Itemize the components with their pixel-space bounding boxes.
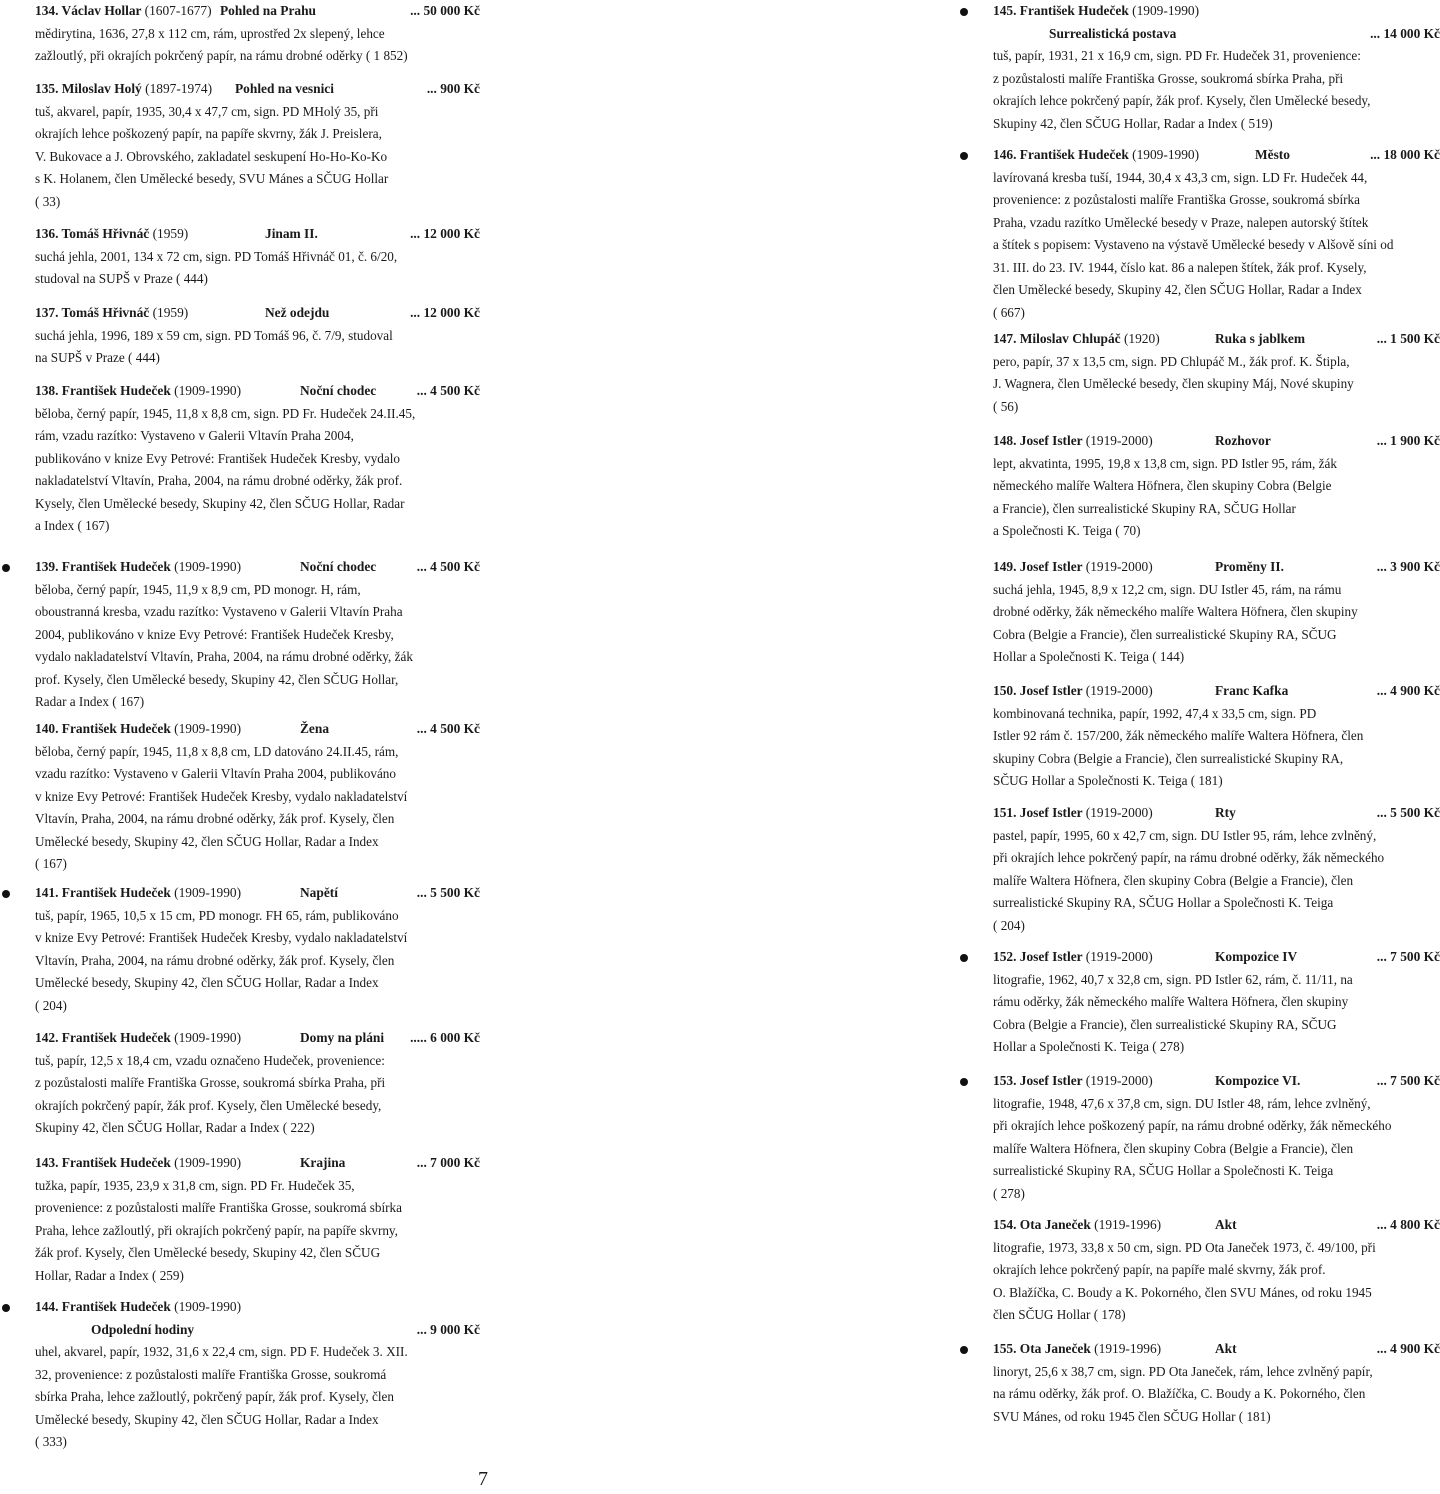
- artist-name: František Hudeček: [1019, 3, 1133, 18]
- description-line: prof. Kysely, člen Umělecké besedy, Skupiny 42, člen SČUG Hollar,: [35, 671, 399, 687]
- lot-number: 154.: [993, 1217, 1020, 1232]
- description-line: pero, papír, 37 x 13,5 cm, sign. PD Chlupáč M., žák prof. K. Štipla,: [993, 353, 1350, 369]
- entry-heading: [993, 946, 1440, 969]
- artist-name: František Hudeček: [61, 559, 175, 574]
- lot-price: ... 7 500 Kč: [1376, 949, 1440, 964]
- lot-price: ... 3 900 Kč: [1376, 559, 1440, 574]
- artist-years: (1919-2000): [1085, 805, 1153, 820]
- description-line: a Index ( 167): [35, 518, 110, 533]
- lot-number: 143.: [35, 1155, 62, 1170]
- artist-years: (1909-1990): [174, 1299, 242, 1314]
- description-line: z pozůstalosti malíře Františka Grosse, soukromá sbírka Praha, při: [35, 1075, 386, 1090]
- lot-number: 149.: [993, 559, 1020, 574]
- entry-heading: [993, 1070, 1440, 1093]
- description-line: Praha, vzadu razítko Umělecké besedy v Praze, nalepen autorský štítek: [993, 214, 1369, 230]
- entry-heading: [993, 1214, 1440, 1237]
- entry-heading: [35, 1027, 480, 1050]
- catalog-entry: [35, 78, 480, 213]
- entry-heading: [993, 144, 1440, 167]
- entry-heading: [35, 718, 480, 741]
- artist-name: František Hudeček: [1019, 147, 1133, 162]
- artwork-title: Proměny II.: [1215, 559, 1284, 574]
- description-line: pastel, papír, 1995, 60 x 42,7 cm, sign. DU Istler 95, rám, lehce zvlněný,: [993, 827, 1377, 843]
- entry-heading: [35, 78, 480, 101]
- lot-number: 134.: [35, 3, 62, 18]
- artist-years: (1909-1990): [174, 721, 242, 736]
- description-line: provenience: z pozůstalosti malíře Františka Grosse, soukromá sbírka: [993, 192, 1360, 207]
- artwork-title: Jinam II.: [265, 226, 318, 241]
- catalog-entry: [993, 1338, 1440, 1428]
- description-line: okrajích lehce poškozený papír, na papíře skvrny, žák J. Preislera,: [35, 126, 382, 141]
- artist-years: (1920): [1123, 331, 1160, 346]
- description-line: studoval na SUPŠ v Praze ( 444): [35, 271, 208, 286]
- description-line: suchá jehla, 1945, 8,9 x 12,2 cm, sign. DU Istler 45, rám, na rámu: [993, 581, 1342, 597]
- catalog-entry: [993, 0, 1440, 135]
- lot-number: 147.: [993, 331, 1020, 346]
- catalog-entry: [35, 882, 480, 1017]
- artwork-title: Surrealistická postava: [1049, 25, 1177, 41]
- lot-bullet-icon: [960, 152, 968, 160]
- description-line: okrajích lehce pokrčený papír, na papíře malé skvrny, žák prof.: [993, 1262, 1326, 1277]
- description-line: ( 204): [993, 917, 1025, 933]
- description-line: rám, vzadu razítko: Vystaveno v Galerii Vltavín Praha 2004,: [35, 428, 354, 443]
- description-line: linoryt, 25,6 x 38,7 cm, sign. PD Ota Janeček, rám, lehce zvlněný papír,: [993, 1363, 1373, 1379]
- description-line: Cobra (Belgie a Francie), člen surrealistické Skupiny RA, SČUG: [993, 626, 1337, 642]
- lot-number: 144.: [35, 1299, 62, 1314]
- lot-number: 152.: [993, 949, 1020, 964]
- description-line: mědirytina, 1636, 27,8 x 112 cm, rám, uprostřed 2x slepený, lehce: [35, 25, 385, 41]
- artist-name: František Hudeček: [61, 1030, 175, 1045]
- artist-name: František Hudeček: [61, 1155, 175, 1170]
- description-line: malíře Waltera Höfnera, člen skupiny Cobra (Belgie a Francie), člen: [993, 872, 1354, 888]
- description-line: nakladatelství Vltavín, Praha, 2004, na rámu drobné oděrky, žák prof.: [35, 473, 403, 488]
- description-line: ( 56): [993, 398, 1019, 414]
- artist-name: Josef Istler: [1019, 949, 1086, 964]
- artist-years: (1909-1990): [1132, 3, 1200, 18]
- description-line: vydalo nakladatelství Vltavín, Praha, 2004, na rámu drobné oděrky, žák: [35, 649, 413, 664]
- description-line: při okrajích lehce pokrčený papír, na rámu drobné oděrky, žák německého: [993, 850, 1385, 865]
- description-line: tuš, akvarel, papír, 1935, 30,4 x 47,7 cm, sign. PD MHolý 35, při: [35, 103, 379, 119]
- description-line: na SUPŠ v Praze ( 444): [35, 350, 160, 365]
- artist-name: Josef Istler: [1019, 683, 1086, 698]
- description-line: okrajích pokrčený papír, žák prof. Kysely, člen Umělecké besedy,: [35, 1097, 382, 1113]
- description-line: Umělecké besedy, Skupiny 42, člen SČUG Hollar, Radar a Index: [35, 975, 379, 990]
- artist-years: (1909-1990): [174, 885, 242, 900]
- entry-heading: [35, 556, 480, 579]
- catalog-entry: [993, 144, 1440, 324]
- catalog-entry: [35, 1296, 480, 1454]
- catalog-entry: [993, 946, 1440, 1059]
- catalog-entry: [35, 223, 480, 291]
- lot-price: ... 18 000 Kč: [1370, 147, 1440, 162]
- description-line: litografie, 1973, 33,8 x 50 cm, sign. PD Ota Janeček 1973, č. 49/100, při: [993, 1239, 1376, 1255]
- description-line: na rámu oděrky, žák prof. O. Blažíčka, C. Boudy a K. Pokorného, člen: [993, 1386, 1366, 1401]
- entry-heading: [35, 302, 480, 325]
- description-line: litografie, 1962, 40,7 x 32,8 cm, sign. PD Istler 62, rám, č. 11/11, na: [993, 971, 1353, 987]
- lot-price: ... 4 500 Kč: [416, 721, 480, 736]
- description-line: suchá jehla, 2001, 134 x 72 cm, sign. PD Tomáš Hřivnáč 01, č. 6/20,: [35, 248, 398, 264]
- description-line: zažloutlý, při okrajích pokrčený papír, na rámu drobné oděrky ( 1 852): [35, 48, 408, 63]
- lot-number: 139.: [35, 559, 62, 574]
- artwork-title: Noční chodec: [300, 383, 377, 398]
- description-line: V. Bukovace a J. Obrovského, zakladatel seskupení Ho-Ho-Ko-Ko: [35, 148, 388, 164]
- artwork-title: Než odejdu: [265, 305, 330, 320]
- artist-years: (1919-2000): [1085, 949, 1153, 964]
- lot-price: ... 5 500 Kč: [1376, 805, 1440, 820]
- artwork-title: Krajina: [300, 1155, 346, 1170]
- description-line: s K. Holanem, člen Umělecké besedy, SVU Mánes a SČUG Hollar: [35, 171, 389, 186]
- description-line: Vltavín, Praha, 2004, na rámu drobné oděrky, žák prof. Kysely, člen: [35, 952, 395, 968]
- artist-name: Josef Istler: [1019, 1073, 1086, 1088]
- description-line: ( 333): [35, 1434, 67, 1449]
- description-line: vzadu razítko: Vystaveno v Galerii Vltavín Praha 2004, publikováno: [35, 766, 396, 781]
- artist-name: Tomáš Hřivnáč: [61, 305, 153, 320]
- artwork-title: Noční chodec: [300, 559, 377, 574]
- catalog-entry: [35, 1152, 480, 1287]
- lot-number: 141.: [35, 885, 62, 900]
- artwork-title: Napětí: [300, 885, 338, 900]
- catalog-entry: [35, 302, 480, 370]
- artist-years: (1919-1996): [1094, 1341, 1162, 1356]
- lot-bullet-icon: [960, 8, 968, 16]
- entry-heading: [993, 328, 1440, 351]
- description-line: ( 667): [993, 304, 1025, 320]
- description-line: SČUG Hollar a Společnosti K. Teiga ( 181): [993, 773, 1223, 788]
- description-line: tužka, papír, 1935, 23,9 x 31,8 cm, sign. PD Fr. Hudeček 35,: [35, 1177, 355, 1193]
- catalog-entry: [35, 1027, 480, 1140]
- lot-price: ... 14 000 Kč: [1370, 25, 1440, 41]
- description-line: lavírovaná kresba tuší, 1944, 30,4 x 43,3 cm, sign. LD Fr. Hudeček 44,: [993, 169, 1368, 185]
- entry-heading: [35, 882, 480, 905]
- entry-heading: [35, 0, 480, 23]
- description-line: SVU Mánes, od roku 1945 člen SČUG Hollar ( 181): [993, 1408, 1271, 1424]
- lot-number: 151.: [993, 805, 1020, 820]
- description-line: a štítek s popisem: Vystaveno na výstavě Umělecké besedy v Alšově síni od: [993, 237, 1394, 252]
- description-line: německého malíře Waltera Höfnera, člen skupiny Cobra (Belgie: [993, 478, 1332, 493]
- entry-heading: [993, 1338, 1440, 1361]
- artist-years: (1959): [152, 226, 189, 241]
- entry-heading: [35, 1296, 480, 1319]
- page-number: 7: [478, 1468, 488, 1490]
- description-line: běloba, černý papír, 1945, 11,8 x 8,8 cm, LD datováno 24.II.45, rám,: [35, 743, 399, 759]
- description-line: Praha, lehce zažloutlý, při okrajích pokrčený papír, na papíře skvrny,: [35, 1222, 398, 1238]
- lot-price: ... 1 900 Kč: [1376, 433, 1440, 448]
- artist-years: (1909-1990): [174, 1155, 242, 1170]
- lot-number: 150.: [993, 683, 1020, 698]
- artwork-title: Domy na pláni: [300, 1030, 385, 1045]
- artwork-title: Město: [1255, 147, 1290, 162]
- description-line: Radar a Index ( 167): [35, 694, 145, 709]
- lot-number: 142.: [35, 1030, 62, 1045]
- description-line: ( 204): [35, 997, 67, 1013]
- artist-name: František Hudeček: [61, 721, 175, 736]
- lot-number: 146.: [993, 147, 1020, 162]
- artist-years: (1607-1677): [144, 3, 212, 18]
- lot-number: 153.: [993, 1073, 1020, 1088]
- artwork-title: Odpolední hodiny: [91, 1321, 195, 1337]
- artwork-title: Pohled na Prahu: [220, 3, 316, 18]
- description-line: v knize Evy Petrové: František Hudeček Kresby, vydalo nakladatelství: [35, 788, 408, 804]
- artist-name: Miloslav Holý: [61, 81, 146, 96]
- artist-years: (1909-1990): [174, 383, 242, 398]
- description-line: publikováno v knize Evy Petrové: František Hudeček Kresby, vydalo: [35, 450, 401, 466]
- description-line: suchá jehla, 1996, 189 x 59 cm, sign. PD Tomáš 96, č. 7/9, studoval: [35, 327, 393, 343]
- lot-bullet-icon: [2, 1304, 10, 1312]
- description-line: žák prof. Kysely, člen Umělecké besedy, Skupiny 42, člen SČUG: [35, 1245, 381, 1260]
- description-line: O. Blažíčka, C. Boudy a K. Pokorného, člen SVU Mánes, od roku 1945: [993, 1284, 1372, 1300]
- description-line: z pozůstalosti malíře Františka Grosse, soukromá sbírka Praha, při: [993, 70, 1344, 86]
- description-line: tuš, papír, 1931, 21 x 16,9 cm, sign. PD Fr. Hudeček 31, provenience:: [993, 48, 1361, 63]
- lot-price: ... 50 000 Kč: [410, 3, 480, 18]
- description-line: Hollar a Společnosti K. Teiga ( 144): [993, 649, 1185, 664]
- catalog-entry: [993, 556, 1440, 669]
- artwork-title: Kompozice IV: [1215, 949, 1298, 964]
- description-line: tuš, papír, 12,5 x 18,4 cm, vzadu označeno Hudeček, provenience:: [35, 1052, 385, 1068]
- catalog-entry: [35, 380, 480, 538]
- lot-bullet-icon: [960, 1346, 968, 1354]
- entry-heading: [35, 223, 480, 246]
- artist-years: (1959): [152, 305, 189, 320]
- artist-name: Ota Janeček: [1019, 1217, 1095, 1232]
- description-line: malíře Waltera Höfnera, člen skupiny Cobra (Belgie a Francie), člen: [993, 1140, 1354, 1156]
- artwork-title: Kompozice VI.: [1215, 1073, 1301, 1088]
- description-line: okrajích lehce pokrčený papír, žák prof. Kysely, člen Umělecké besedy,: [993, 93, 1371, 108]
- catalog-entry: [993, 430, 1440, 543]
- lot-price: ... 4 500 Kč: [416, 559, 480, 574]
- artist-years: (1909-1990): [174, 559, 242, 574]
- description-line: 31. III. do 23. IV. 1944, číslo kat. 86 a nalepen štítek, žák prof. Kysely,: [993, 259, 1367, 275]
- description-line: a Společnosti K. Teiga ( 70): [993, 523, 1141, 538]
- catalog-entry: [993, 680, 1440, 793]
- lot-number: 155.: [993, 1341, 1020, 1356]
- description-line: litografie, 1948, 47,6 x 37,8 cm, sign. DU Istler 48, rám, lehce zvlněný,: [993, 1095, 1371, 1111]
- entry-subheading: [993, 23, 1440, 46]
- catalog-entry: [993, 802, 1440, 937]
- artist-name: Miloslav Chlupáč: [1019, 331, 1124, 346]
- lot-price: ... 900 Kč: [426, 81, 480, 96]
- lot-price: ... 1 500 Kč: [1376, 331, 1440, 346]
- artist-name: Tomáš Hřivnáč: [61, 226, 153, 241]
- description-line: běloba, černý papír, 1945, 11,8 x 8,8 cm, sign. PD Fr. Hudeček 24.II.45,: [35, 405, 416, 421]
- description-line: 2004, publikováno v knize Evy Petrové: František Hudeček Kresby,: [35, 626, 394, 642]
- entry-heading: [993, 0, 1440, 23]
- description-line: Vltavín, Praha, 2004, na rámu drobné oděrky, žák prof. Kysely, člen: [35, 811, 395, 826]
- entry-subheading: [35, 1319, 480, 1342]
- description-line: uhel, akvarel, papír, 1932, 31,6 x 22,4 cm, sign. PD F. Hudeček 3. XII.: [35, 1344, 408, 1359]
- description-line: surrealistické Skupiny RA, SČUG Hollar a Společnosti K. Teiga: [993, 1163, 1334, 1178]
- lot-price: ... 4 900 Kč: [1376, 683, 1440, 698]
- artwork-title: Rty: [1215, 805, 1236, 820]
- description-line: člen SČUG Hollar ( 178): [993, 1307, 1126, 1322]
- description-line: drobné oděrky, žák německého malíře Waltera Höfnera, člen skupiny: [993, 604, 1358, 619]
- lot-price: ... 12 000 Kč: [410, 226, 480, 241]
- description-line: Umělecké besedy, Skupiny 42, člen SČUG Hollar, Radar a Index: [35, 1411, 379, 1427]
- lot-price: ... 9 000 Kč: [416, 1321, 480, 1337]
- description-line: Cobra (Belgie a Francie), člen surrealistické Skupiny RA, SČUG: [993, 1016, 1337, 1032]
- entry-heading: [993, 430, 1440, 453]
- description-line: ( 33): [35, 193, 61, 209]
- artist-years: (1919-1996): [1094, 1217, 1162, 1232]
- description-line: J. Wagnera, člen Umělecké besedy, člen skupiny Máj, Nové skupiny: [993, 376, 1354, 391]
- lot-number: 145.: [993, 3, 1020, 18]
- artist-years: (1909-1990): [174, 1030, 242, 1045]
- lot-number: 138.: [35, 383, 62, 398]
- artwork-title: Žena: [300, 721, 330, 736]
- lot-price: ... 7 500 Kč: [1376, 1073, 1440, 1088]
- artist-years: (1909-1990): [1132, 147, 1200, 162]
- description-line: Skupiny 42, člen SČUG Hollar, Radar a Index ( 222): [35, 1120, 315, 1135]
- artist-name: Ota Janeček: [1019, 1341, 1095, 1356]
- artist-name: Josef Istler: [1019, 559, 1086, 574]
- lot-number: 136.: [35, 226, 62, 241]
- artwork-title: Akt: [1215, 1217, 1237, 1232]
- lot-price: ..... 6 000 Kč: [410, 1030, 480, 1045]
- description-line: při okrajích lehce poškozený papír, na rámu drobné oděrky, žák německého: [993, 1118, 1392, 1133]
- artist-years: (1919-2000): [1085, 559, 1153, 574]
- entry-heading: [35, 380, 480, 403]
- description-line: rámu oděrky, žák německého malíře Waltera Höfnera, člen skupiny: [993, 994, 1349, 1009]
- artist-name: Václav Hollar: [61, 3, 145, 18]
- artwork-title: Franc Kafka: [1215, 683, 1289, 698]
- description-line: Hollar a Společnosti K. Teiga ( 278): [993, 1039, 1185, 1054]
- artwork-title: Pohled na vesnici: [235, 81, 334, 96]
- catalog-entry: [35, 556, 480, 714]
- artist-years: (1897-1974): [145, 81, 213, 96]
- description-line: Hollar, Radar a Index ( 259): [35, 1267, 184, 1283]
- description-line: ( 167): [35, 856, 67, 871]
- description-line: Umělecké besedy, Skupiny 42, člen SČUG Hollar, Radar a Index: [35, 833, 379, 849]
- description-line: ( 278): [993, 1185, 1025, 1201]
- lot-number: 148.: [993, 433, 1020, 448]
- description-line: surrealistické Skupiny RA, SČUG Hollar a Společnosti K. Teiga: [993, 895, 1334, 910]
- artwork-title: Ruka s jablkem: [1215, 331, 1306, 346]
- lot-bullet-icon: [2, 890, 10, 898]
- description-line: Istler 92 rám č. 157/200, žák německého malíře Waltera Höfnera, člen: [993, 728, 1364, 743]
- artist-name: František Hudeček: [61, 1299, 175, 1314]
- description-line: 32, provenience: z pozůstalosti malíře Františka Grosse, soukromá: [35, 1366, 387, 1382]
- artist-years: (1919-2000): [1085, 433, 1153, 448]
- lot-price: ... 4 800 Kč: [1376, 1217, 1440, 1232]
- description-line: a Francie), člen surrealistické Skupiny RA, SČUG Hollar: [993, 500, 1296, 516]
- entry-heading: [993, 556, 1440, 579]
- catalog-entry: [35, 0, 480, 68]
- description-line: sbírka Praha, lehce zažloutlý, pokrčený papír, žák prof. Kysely, člen: [35, 1389, 394, 1404]
- description-line: provenience: z pozůstalosti malíře Františka Grosse, soukromá sbírka: [35, 1200, 402, 1215]
- artwork-title: Akt: [1215, 1341, 1237, 1356]
- artwork-title: Rozhovor: [1215, 433, 1271, 448]
- description-line: lept, akvatinta, 1995, 19,8 x 13,8 cm, sign. PD Istler 95, rám, žák: [993, 455, 1337, 471]
- artist-name: Josef Istler: [1019, 433, 1086, 448]
- artist-name: František Hudeček: [61, 885, 175, 900]
- lot-number: 137.: [35, 305, 62, 320]
- lot-bullet-icon: [960, 954, 968, 962]
- description-line: tuš, papír, 1965, 10,5 x 15 cm, PD monogr. FH 65, rám, publikováno: [35, 907, 399, 923]
- description-line: skupiny Cobra (Belgie a Francie), člen surrealistické Skupiny RA,: [993, 750, 1344, 766]
- lot-bullet-icon: [960, 1078, 968, 1086]
- description-line: v knize Evy Petrové: František Hudeček Kresby, vydalo nakladatelství: [35, 930, 408, 945]
- catalog-entry: [993, 1214, 1440, 1327]
- description-line: člen Umělecké besedy, Skupiny 42, člen SČUG Hollar, Radar a Index: [993, 282, 1362, 297]
- catalog-entry: [993, 328, 1440, 418]
- lot-bullet-icon: [2, 564, 10, 572]
- artist-years: (1919-2000): [1085, 683, 1153, 698]
- entry-heading: [993, 680, 1440, 703]
- lot-number: 135.: [35, 81, 62, 96]
- catalog-entry: [35, 718, 480, 876]
- lot-price: ... 5 500 Kč: [416, 885, 480, 900]
- lot-price: ... 4 500 Kč: [416, 383, 480, 398]
- lot-price: ... 12 000 Kč: [410, 305, 480, 320]
- lot-price: ... 4 900 Kč: [1376, 1341, 1440, 1356]
- artist-years: (1919-2000): [1085, 1073, 1153, 1088]
- lot-number: 140.: [35, 721, 62, 736]
- description-line: oboustranná kresba, vzadu razítko: Vystaveno v Galerii Vltavín Praha: [35, 604, 403, 619]
- lot-price: ... 7 000 Kč: [416, 1155, 480, 1170]
- description-line: kombinovaná technika, papír, 1992, 47,4 x 33,5 cm, sign. PD: [993, 705, 1317, 721]
- description-line: Kysely, člen Umělecké besedy, Skupiny 42, člen SČUG Hollar, Radar: [35, 495, 405, 511]
- artist-name: Josef Istler: [1019, 805, 1086, 820]
- entry-heading: [35, 1152, 480, 1175]
- description-line: Skupiny 42, člen SČUG Hollar, Radar a Index ( 519): [993, 115, 1273, 131]
- entry-heading: [993, 802, 1440, 825]
- description-line: běloba, černý papír, 1945, 11,9 x 8,9 cm, PD monogr. H, rám,: [35, 581, 361, 597]
- catalog-entry: [993, 1070, 1440, 1205]
- artist-name: František Hudeček: [61, 383, 175, 398]
